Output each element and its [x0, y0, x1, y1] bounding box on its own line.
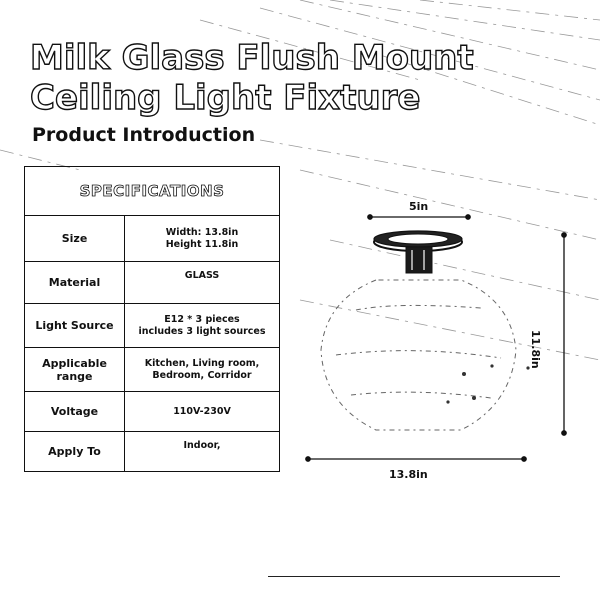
spec-value — [125, 348, 279, 391]
spec-key: Apply To — [25, 432, 125, 471]
spec-value — [125, 262, 279, 303]
top-width-label: 5in — [409, 200, 429, 213]
product-dimension-diagram — [296, 190, 586, 490]
spec-row-size — [25, 216, 279, 262]
specifications-header: SPECIFICATIONS — [25, 167, 279, 216]
spec-value-line: Height 11.8in — [165, 238, 239, 250]
height-label: 11.8in — [529, 330, 542, 369]
spec-row-voltage — [25, 392, 279, 432]
spec-row-apply-to — [25, 432, 279, 471]
spec-key: Voltage — [25, 392, 125, 431]
spec-row-applicable-range — [25, 348, 279, 392]
spec-value-line: Indoor, — [183, 440, 221, 451]
specifications-table — [24, 166, 280, 472]
spec-row-light-source — [25, 304, 279, 348]
spec-key: Light Source — [25, 304, 125, 347]
spec-value-line: Bedroom, Corridor — [152, 369, 252, 381]
spec-value — [125, 216, 279, 261]
spec-value-line: Kitchen, Living room, — [144, 357, 260, 369]
spec-value — [125, 392, 279, 431]
spec-value — [125, 304, 279, 347]
spec-row-material — [25, 262, 279, 304]
section-subtitle: Product Introduction — [32, 124, 256, 146]
spec-value — [125, 432, 279, 471]
light-fixture-illustration — [296, 190, 586, 490]
spec-key: Material — [25, 262, 125, 303]
spec-value-line: includes 3 light sources — [138, 325, 266, 337]
spec-value-line: Width: 13.8in — [165, 226, 239, 238]
bottom-divider — [268, 576, 560, 577]
spec-key: Size — [25, 216, 125, 261]
spec-value-line: E12 * 3 pieces — [164, 313, 240, 325]
page-title: Milk Glass Flush Mount Ceiling Light Fixture — [30, 38, 474, 118]
bottom-width-label: 13.8in — [389, 468, 428, 481]
spec-value-line: GLASS — [184, 270, 220, 281]
spec-key: Applicable range — [25, 348, 125, 391]
spec-value-line: 110V-230V — [173, 405, 231, 417]
